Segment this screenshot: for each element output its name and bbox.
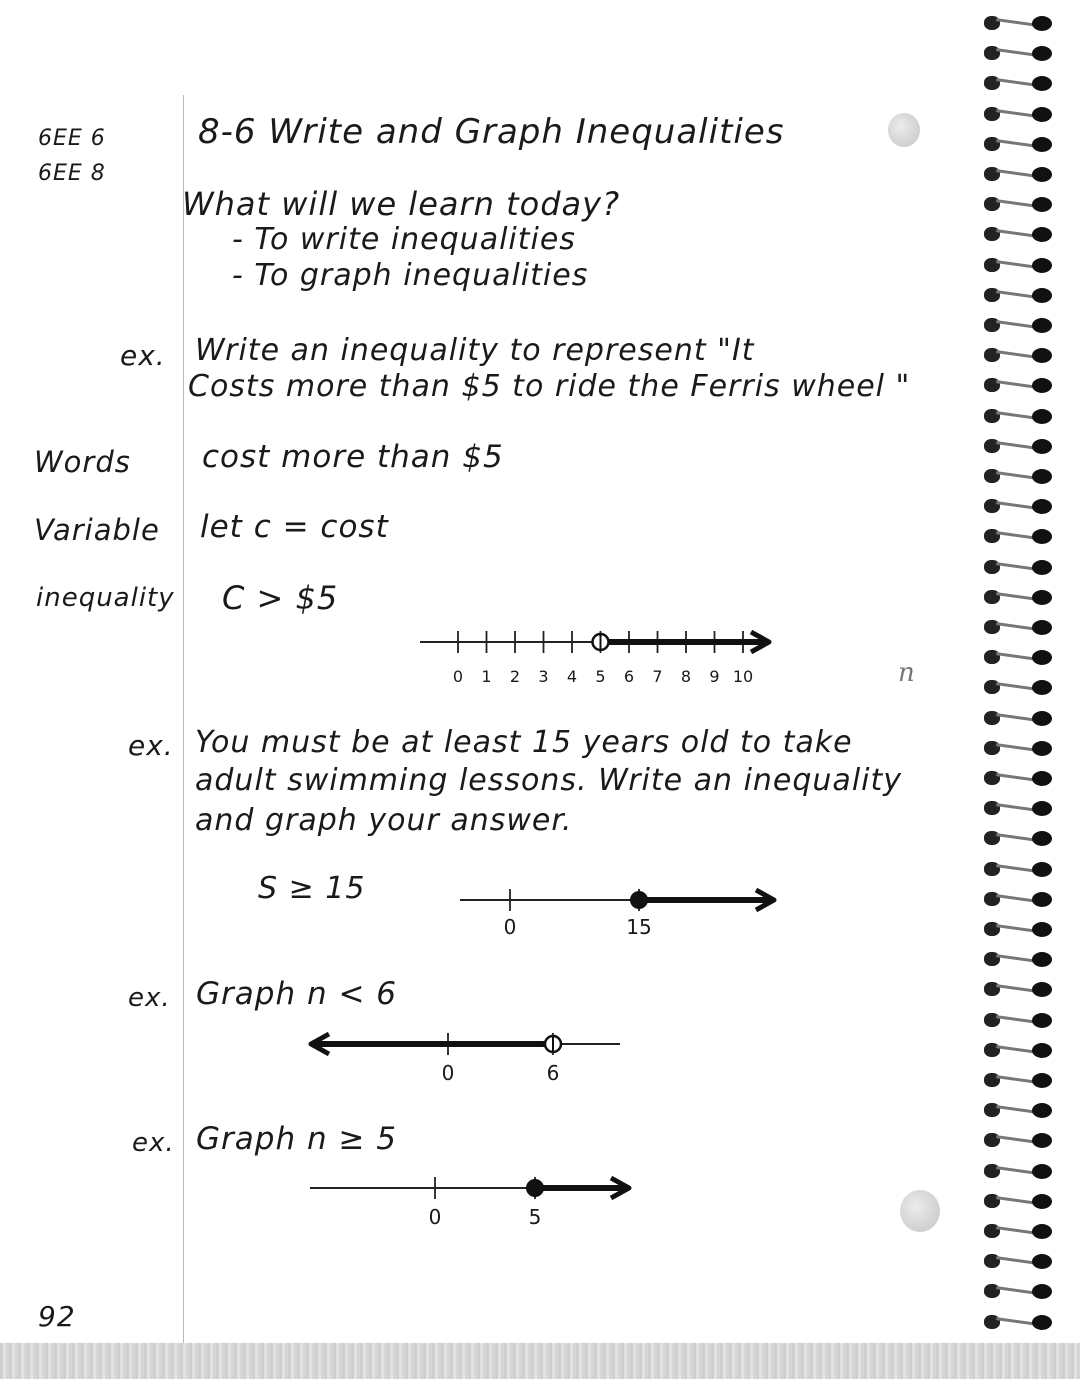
spiral-coil xyxy=(980,463,1058,491)
spiral-coil xyxy=(980,1188,1058,1216)
step-label-inequality: inequality xyxy=(36,583,175,613)
example-prefix: ex. xyxy=(128,729,174,762)
example2-line1: You must be at least 15 years old to take xyxy=(195,725,853,760)
spiral-coil xyxy=(980,433,1058,461)
spiral-coil xyxy=(980,765,1058,793)
closed-circle-endpoint xyxy=(527,1180,543,1196)
page-bottom-edge xyxy=(0,1343,1080,1379)
closed-circle-endpoint xyxy=(631,892,647,908)
spiral-coil xyxy=(980,342,1058,370)
spiral-coil xyxy=(980,584,1058,612)
number-line-tick-label: 4 xyxy=(566,667,578,686)
step-label-words: Words xyxy=(34,445,131,479)
spiral-coil xyxy=(980,1127,1058,1155)
number-line-tick-label: 0 xyxy=(428,1205,442,1229)
spiral-coil xyxy=(980,1309,1058,1337)
spiral-coil xyxy=(980,1037,1058,1065)
number-line-tick-label: 5 xyxy=(595,667,606,686)
number-line-tick-label: 10 xyxy=(732,667,754,686)
example1-line1: Write an inequality to represent "It xyxy=(195,333,755,368)
example-prefix: ex. xyxy=(120,339,166,372)
example3-prompt: Graph n < 6 xyxy=(196,976,397,1012)
spiral-coil xyxy=(980,674,1058,702)
number-line-example4 xyxy=(305,1168,645,1230)
spiral-coil xyxy=(980,795,1058,823)
spiral-coil xyxy=(980,735,1058,763)
example2-line3: and graph your answer. xyxy=(195,803,573,838)
spiral-binding xyxy=(980,10,1060,1345)
spiral-coil xyxy=(980,1097,1058,1125)
example-prefix: ex. xyxy=(132,1128,175,1158)
number-line-example2 xyxy=(455,878,785,940)
example1-line2: Costs more than $5 to ride the Ferris wheel " xyxy=(188,369,911,404)
spiral-coil xyxy=(980,614,1058,642)
page-title: 8-6 Write and Graph Inequalities xyxy=(198,112,785,152)
spiral-coil xyxy=(980,493,1058,521)
spiral-coil xyxy=(980,523,1058,551)
number-line-example1 xyxy=(420,622,780,692)
spiral-coil xyxy=(980,312,1058,340)
number-line-tick-label: 0 xyxy=(503,915,517,939)
step-content-variable: let c = cost xyxy=(200,509,389,545)
spiral-coil xyxy=(980,1248,1058,1276)
spiral-coil xyxy=(980,10,1058,38)
spiral-coil xyxy=(980,1278,1058,1306)
spiral-coil xyxy=(980,372,1058,400)
spiral-coil xyxy=(980,282,1058,310)
spiral-coil xyxy=(980,101,1058,129)
spiral-coil xyxy=(980,191,1058,219)
spiral-coil xyxy=(980,946,1058,974)
number-line-tick-label: 6 xyxy=(546,1061,560,1085)
spiral-coil xyxy=(980,1218,1058,1246)
spiral-coil xyxy=(980,705,1058,733)
number-line-tick-label: 6 xyxy=(623,667,635,686)
example4-prompt: Graph n ≥ 5 xyxy=(196,1121,397,1157)
spiral-coil xyxy=(980,131,1058,159)
margin-note-1: 6EE 6 xyxy=(38,126,106,151)
objectives-question: What will we learn today? xyxy=(182,185,621,223)
number-line-tick-label: 7 xyxy=(652,667,663,686)
number-line-tick-label: 3 xyxy=(538,667,549,686)
number-line-tick-label: 9 xyxy=(709,667,720,686)
corner-scribble: n xyxy=(898,658,916,688)
margin-note-2: 6EE 8 xyxy=(38,161,106,186)
punch-hole-top xyxy=(888,113,920,147)
number-line-tick-label: 1 xyxy=(481,667,492,686)
spiral-coil xyxy=(980,221,1058,249)
example-prefix: ex. xyxy=(128,983,171,1013)
number-line-tick-label: 8 xyxy=(680,667,692,686)
spiral-coil xyxy=(980,1007,1058,1035)
number-line-tick-label: 15 xyxy=(626,915,652,939)
spiral-coil xyxy=(980,825,1058,853)
number-line-tick-label: 0 xyxy=(452,667,464,686)
step-content-words: cost more than $5 xyxy=(202,439,504,475)
number-line-tick-label: 5 xyxy=(528,1205,542,1229)
punch-hole-bottom xyxy=(900,1190,940,1232)
spiral-coil xyxy=(980,70,1058,98)
spiral-coil xyxy=(980,644,1058,672)
spiral-coil xyxy=(980,1067,1058,1095)
page-number: 92 xyxy=(38,1300,76,1333)
objective-item: - To write inequalities xyxy=(232,222,576,257)
number-line-tick-label: 2 xyxy=(509,667,521,686)
number-line-tick-label: 0 xyxy=(441,1061,455,1085)
margin-line xyxy=(183,95,184,1345)
number-line-example3 xyxy=(310,1024,630,1086)
spiral-coil xyxy=(980,161,1058,189)
spiral-coil xyxy=(980,916,1058,944)
spiral-coil xyxy=(980,886,1058,914)
step-label-variable: Variable xyxy=(34,513,160,547)
step-content-inequality: C > $5 xyxy=(222,579,339,617)
example2-answer: S ≥ 15 xyxy=(258,871,366,906)
spiral-coil xyxy=(980,1158,1058,1186)
spiral-coil xyxy=(980,976,1058,1004)
spiral-coil xyxy=(980,40,1058,68)
spiral-coil xyxy=(980,856,1058,884)
objective-item: - To graph inequalities xyxy=(232,258,589,293)
spiral-coil xyxy=(980,252,1058,280)
spiral-coil xyxy=(980,403,1058,431)
example2-line2: adult swimming lessons. Write an inequality xyxy=(195,763,902,798)
spiral-coil xyxy=(980,554,1058,582)
